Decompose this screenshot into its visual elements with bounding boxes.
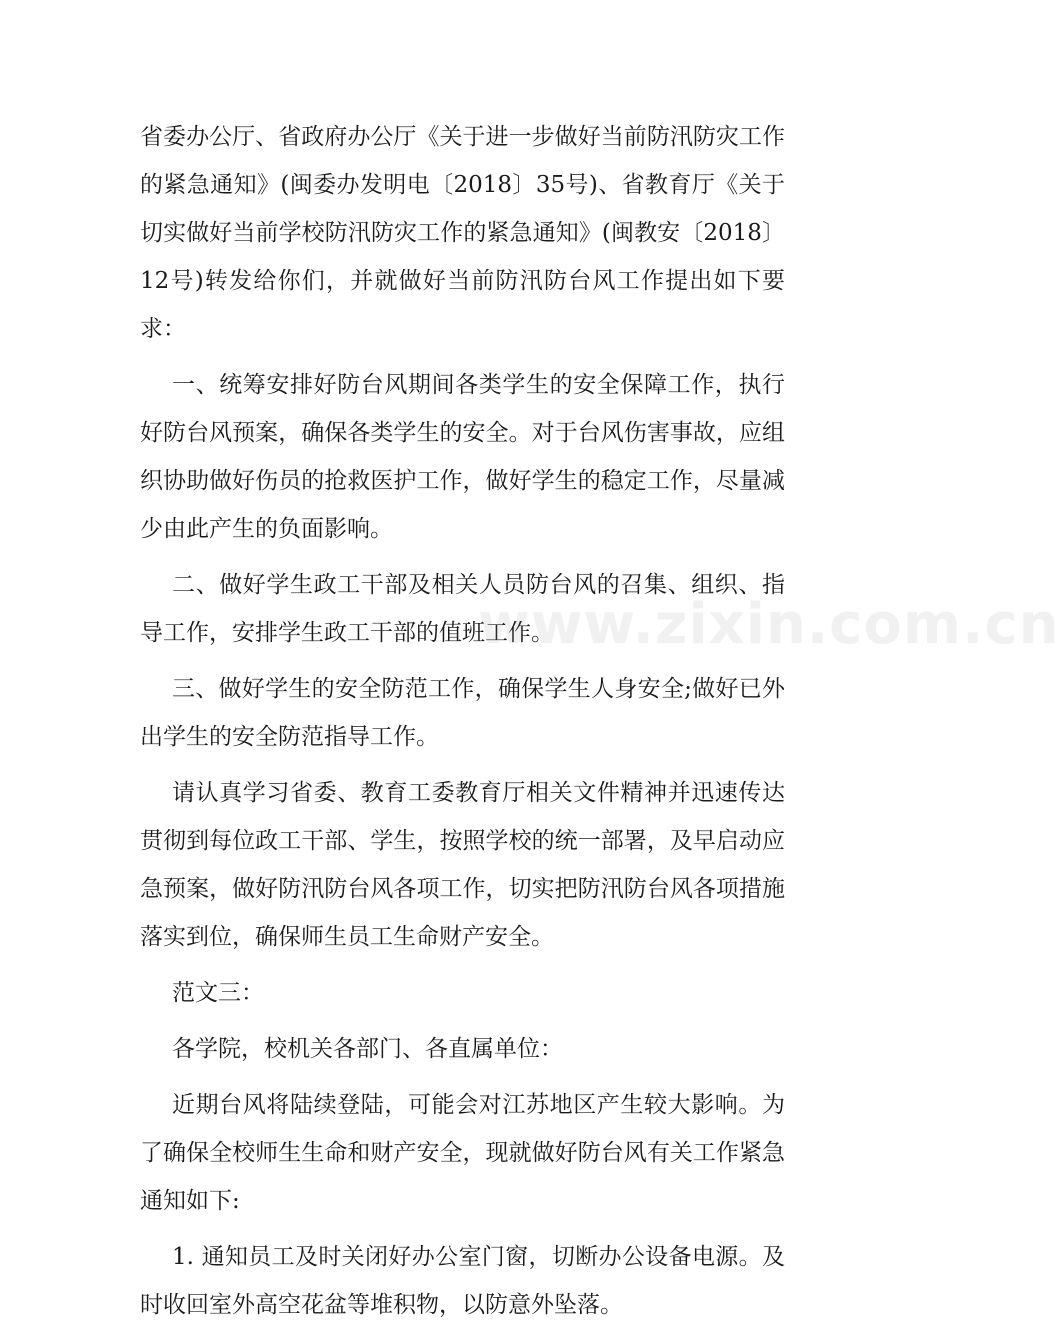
paragraph-recipients: 各学院，校机关各部门、各直属单位： xyxy=(172,1036,563,1062)
paragraph-intro: 省委办公厅、省政府办公厅《关于进一步做好当前防汛防灾工作的紧急通知》(闽委办发明电〔2018〕35号)、省教育厅《关于切实做好当前学校防汛防灾工作的紧急通知》(闽教安〔2018〕12号)转发给你们，并就做好当前防汛防台风工作提出如下要求： xyxy=(140,124,785,342)
watermark-text: www.zixin.com.cn xyxy=(478,592,1060,657)
paragraph-step-1: 1. 通知员工及时关闭好办公室门窗，切断办公设备电源。及时收回室外高空花盆等堆积物，以防意外坠落。 xyxy=(140,1244,785,1318)
paragraph-item-1: 一、统筹安排好防台风期间各类学生的安全保障工作，执行好防台风预案，确保各类学生的安全。对于台风伤害事故，应组织协助做好伤员的抢救医护工作，做好学生的稳定工作，尽量减少由此产生的负面影响。 xyxy=(140,372,785,542)
paragraph-item-3: 三、做好学生的安全防范工作，确保学生人身安全;做好已外出学生的安全防范指导工作。 xyxy=(140,676,785,750)
paragraph-notice: 近期台风将陆续登陆，可能会对江苏地区产生较大影响。为了确保全校师生生命和财产安全，现就做好防台风有关工作紧急通知如下: xyxy=(140,1092,785,1214)
document-body xyxy=(140,113,785,1329)
paragraph-closing: 请认真学习省委、教育工委教育厅相关文件精神并迅速传达贯彻到每位政工干部、学生，按照学校的统一部署，及早启动应急预案，做好防汛防台风各项工作，切实把防汛防台风各项措施落实到位，确保师生员工生命财产安全。 xyxy=(140,780,785,950)
section-heading: 范文三： xyxy=(172,980,264,1006)
paragraph-item-2: 二、做好学生政工干部及相关人员防台风的召集、组织、指导工作，安排学生政工干部的值班工作。 xyxy=(140,572,785,646)
